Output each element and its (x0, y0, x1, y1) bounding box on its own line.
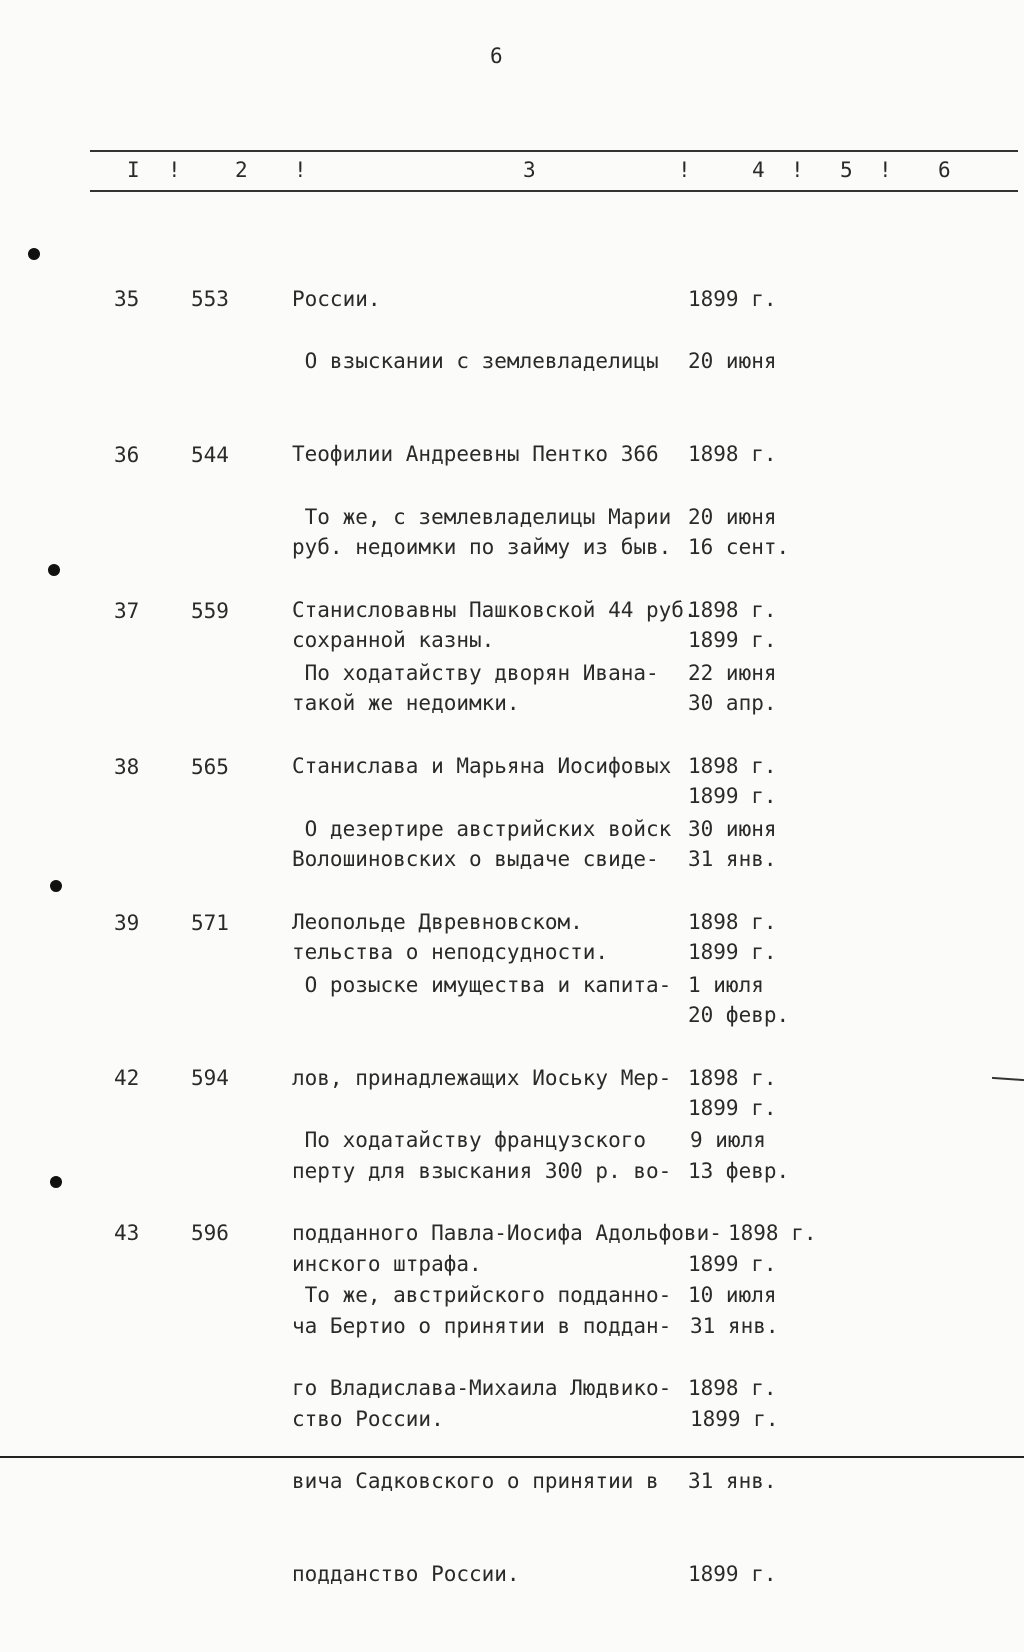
entry-number: 38 (114, 755, 140, 779)
case-number: 594 (191, 1066, 229, 1090)
date-line: 1898 г. (728, 1221, 817, 1245)
case-number: 553 (191, 287, 229, 311)
date-line: 1898 г. (688, 442, 777, 466)
description-line: России. (292, 287, 381, 311)
description-line: Теофилии Андреевны Пентко 366 (292, 442, 659, 466)
date-line: 1898 г. (688, 754, 777, 778)
column-header-5: 5 (840, 158, 853, 182)
entry-number: 37 (114, 599, 140, 623)
description-cell (292, 1218, 671, 1652)
case-number: 596 (191, 1221, 229, 1245)
column-separator: ! (879, 158, 892, 182)
description-line: сохранной казны. (292, 628, 495, 652)
column-header-1: I (127, 158, 140, 182)
date-line: 1898 г. (688, 1376, 777, 1400)
description-line: О взыскании с землевладелицы (292, 349, 659, 373)
entry-number: 35 (114, 287, 140, 311)
column-separator: ! (168, 158, 181, 182)
description-line: Волошиновских о выдаче свиде- (292, 847, 659, 871)
description-line: Леопольде Двревновском. (292, 910, 583, 934)
column-header-4: 4 (752, 158, 765, 182)
date-line: 16 сент. (688, 535, 790, 559)
table-top-rule (90, 150, 1018, 152)
description-line: вича Садковского о принятии в (292, 1469, 659, 1493)
entry-number: 36 (114, 443, 140, 467)
page-number: 6 (490, 44, 503, 68)
date-line: 1899 г. (688, 628, 777, 652)
date-line: 13 февр. (688, 1159, 790, 1183)
date-line: 22 июня (688, 661, 777, 685)
date-line: 30 июня (688, 817, 777, 841)
description-line: го Владислава-Михаила Людвико- (292, 1376, 672, 1400)
column-header-6: 6 (938, 158, 951, 182)
description-line: То же, австрийского подданно- (292, 1283, 672, 1307)
date-line: 9 июля (690, 1128, 766, 1152)
description-line: ча Бертио о принятии в поддан- (292, 1314, 672, 1338)
entry-number: 39 (114, 911, 140, 935)
date-line: 1899 г. (688, 1562, 777, 1586)
column-separator: ! (791, 158, 804, 182)
description-line: подданного Павла-Иосифа Адольфови- (292, 1221, 722, 1245)
column-header-3: 3 (523, 158, 536, 182)
date-line: 1898 г. (688, 1066, 777, 1090)
date-line: 1899 г. (688, 1096, 777, 1120)
description-line: То же, с землевладелицы Марии (292, 505, 672, 529)
entry-number: 43 (114, 1221, 140, 1245)
column-separator: ! (294, 158, 307, 182)
description-line: По ходатайству дворян Ивана- (292, 661, 659, 685)
description-line: О дезертире австрийских войск (292, 817, 672, 841)
column-header-2: 2 (235, 158, 248, 182)
date-line: 1899 г. (688, 940, 777, 964)
case-number: 565 (191, 755, 229, 779)
date-line: 31 янв. (688, 1469, 777, 1493)
stray-pen-mark (992, 1077, 1024, 1081)
date-line: 1899 г. (688, 784, 777, 808)
table-header-rule (90, 190, 1018, 192)
description-line: подданство России. (292, 1562, 520, 1586)
description-line: перту для взыскания 300 р. во- (292, 1159, 672, 1183)
entry-number: 42 (114, 1066, 140, 1090)
description-line: ство России. (292, 1407, 444, 1431)
description-line: О розыске имущества и капита- (292, 973, 672, 997)
date-line: 1899 г. (688, 1252, 777, 1276)
description-line: Станисловавны Пашковской 44 руб. (292, 598, 697, 622)
date-line: 20 июня (688, 505, 777, 529)
description-line: тельства о неподсудности. (292, 940, 609, 964)
date-line: 31 янв. (690, 1314, 779, 1338)
date-line: 1899 г. (688, 287, 777, 311)
dates-cell (688, 1218, 777, 1652)
punch-hole-mark (50, 880, 62, 892)
description-line: Станислава и Марьяна Иосифовых (292, 754, 672, 778)
punch-hole-mark (28, 248, 40, 260)
date-line: 20 июня (688, 349, 777, 373)
description-line: такой же недоимки. (292, 691, 520, 715)
description-line: лов, принадлежащих Иоську Мер- (292, 1066, 672, 1090)
date-line: 20 февр. (688, 1003, 790, 1027)
description-line: инского штрафа. (292, 1252, 482, 1276)
column-separator: ! (678, 158, 691, 182)
date-line: 1898 г. (688, 910, 777, 934)
date-line: 1 июля (688, 973, 764, 997)
description-line: руб. недоимки по займу из быв. (292, 535, 672, 559)
case-number: 571 (191, 911, 229, 935)
page-bottom-edge (0, 1456, 1024, 1458)
case-number: 544 (191, 443, 229, 467)
case-number: 559 (191, 599, 229, 623)
punch-hole-mark (50, 1176, 62, 1188)
description-line: По ходатайству французского (292, 1128, 647, 1152)
date-line: 10 июля (688, 1283, 777, 1307)
date-line: 1899 г. (690, 1407, 779, 1431)
punch-hole-mark (48, 564, 60, 576)
date-line: 30 апр. (688, 691, 777, 715)
date-line: 1898 г. (688, 598, 777, 622)
date-line: 31 янв. (688, 847, 777, 871)
